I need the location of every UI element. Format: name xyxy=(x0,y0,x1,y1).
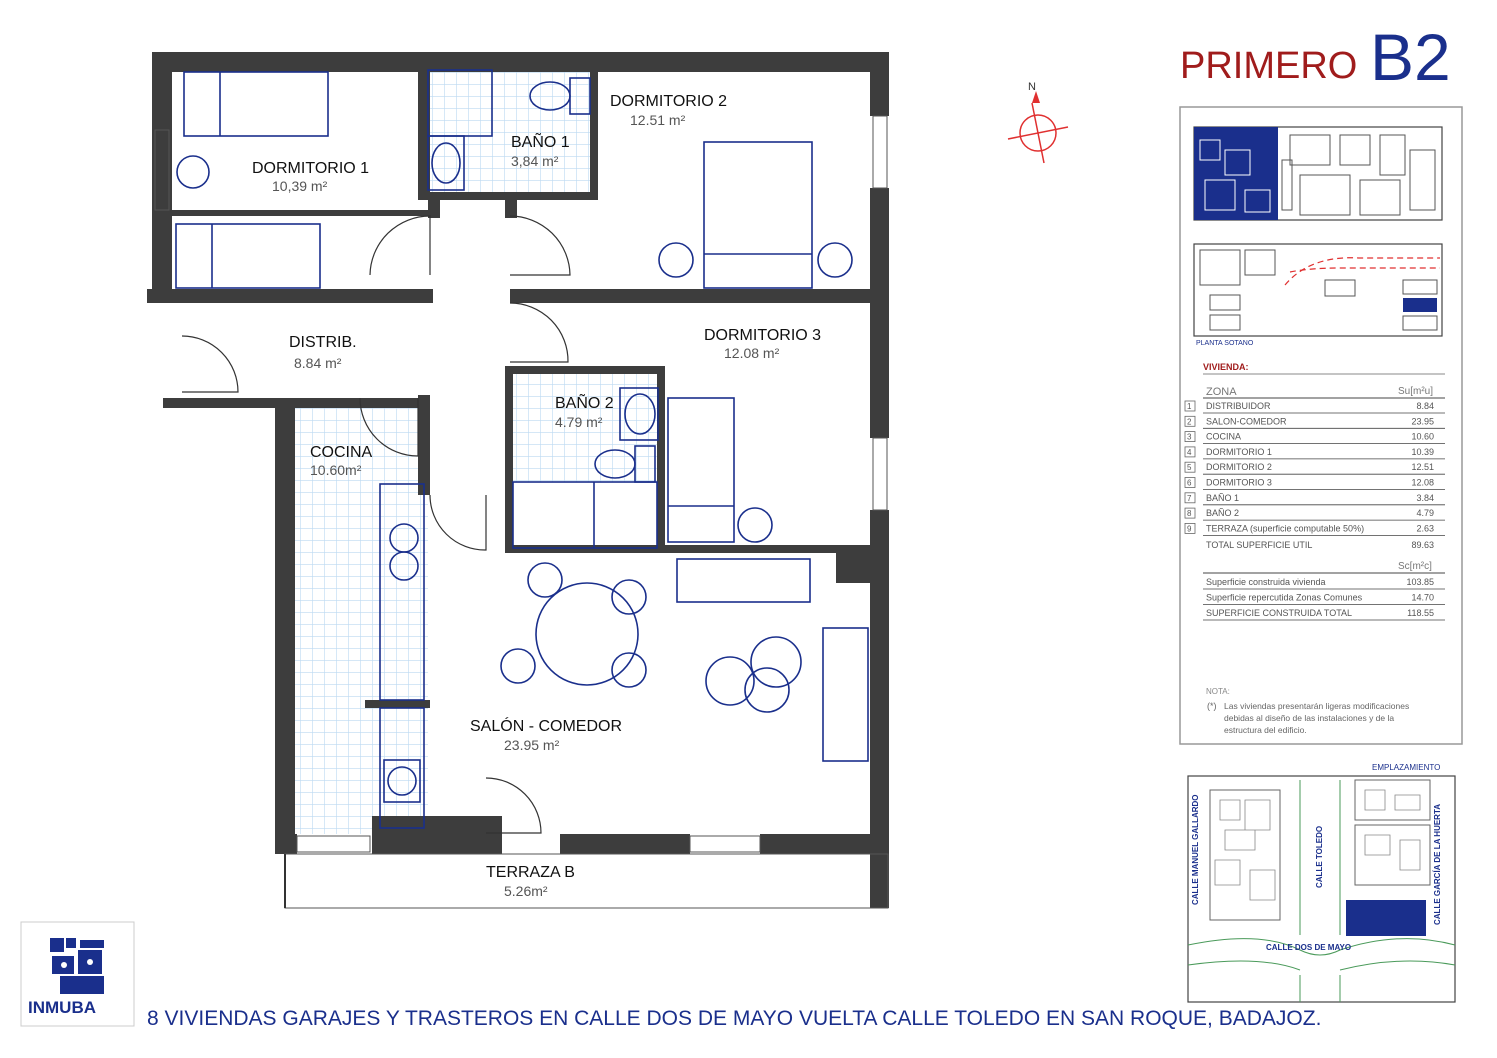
info-panel xyxy=(1180,107,1462,744)
row-value: 10.39 xyxy=(1411,446,1434,457)
key-plan-basement xyxy=(1194,244,1442,347)
street-huerta: CALLE GARCÍA DE LA HUERTA xyxy=(1433,803,1442,925)
nightstand-icon xyxy=(177,156,209,188)
sc-header: Sc[m²c] xyxy=(1398,561,1432,572)
note-line-2: debidas al diseño de las instalaciones y de la xyxy=(1224,713,1395,723)
row-value: 4.79 xyxy=(1416,508,1434,519)
north-label: N xyxy=(1028,81,1036,93)
terraza-outline xyxy=(285,854,888,908)
built-row xyxy=(1203,593,1445,605)
row-zone: TERRAZA (superficie computable 50%) xyxy=(1206,523,1365,534)
row-number: 5 xyxy=(1187,463,1192,473)
table-row xyxy=(1185,478,1445,490)
room-cocina-area: 10.60m² xyxy=(310,462,362,478)
floor-title: PRIMERO xyxy=(1180,45,1358,87)
surface-table xyxy=(1185,362,1445,735)
room-terraza-area: 5.26m² xyxy=(504,883,548,899)
room-salon-area: 23.95 m² xyxy=(504,737,560,753)
apartment-floor-plan xyxy=(147,52,889,908)
built-value: 118.55 xyxy=(1407,608,1434,618)
location-title: EMPLAZAMIENTO xyxy=(1372,763,1441,772)
row-number: 8 xyxy=(1187,509,1192,519)
site-highlight xyxy=(1346,900,1426,936)
room-dormitorio3-area: 12.08 m² xyxy=(724,345,780,361)
north-compass xyxy=(1008,81,1068,163)
nightstand-icon xyxy=(738,508,772,542)
built-row xyxy=(1203,608,1445,620)
row-zone: BAÑO 2 xyxy=(1206,508,1240,519)
built-row xyxy=(1203,577,1445,589)
table-row xyxy=(1185,523,1445,535)
row-zone: DORMITORIO 1 xyxy=(1206,446,1272,457)
sofa-icon xyxy=(823,628,868,761)
note-line-3: estructura del edificio. xyxy=(1224,725,1307,735)
row-number: 4 xyxy=(1187,447,1192,457)
room-terraza-name: TERRAZA B xyxy=(486,864,575,881)
logo-name: INMUBA xyxy=(28,998,96,1017)
room-distrib-name: DISTRIB. xyxy=(289,334,357,351)
row-zone: DISTRIBUIDOR xyxy=(1206,401,1271,411)
zone-header: ZONA xyxy=(1206,386,1237,398)
sideboard-icon xyxy=(677,559,810,602)
room-dormitorio3-name: DORMITORIO 3 xyxy=(704,327,822,344)
nightstand-icon xyxy=(659,243,693,277)
bed-icon xyxy=(176,224,320,288)
table-row xyxy=(1185,508,1445,520)
row-value: 12.08 xyxy=(1411,477,1434,488)
row-zone: DORMITORIO 2 xyxy=(1206,462,1272,473)
inmuba-logo xyxy=(21,922,134,1026)
note-mark: (*) xyxy=(1207,701,1217,711)
dormitorio2-furniture xyxy=(659,142,852,288)
room-dormitorio1-area: 10,39 m² xyxy=(272,178,328,194)
row-value: 12.51 xyxy=(1411,462,1434,473)
room-salon-name: SALÓN - COMEDOR xyxy=(470,718,623,735)
table-title: VIVIENDA: xyxy=(1203,362,1249,372)
street-dos-de-mayo: CALLE DOS DE MAYO xyxy=(1266,943,1352,952)
sheet-title xyxy=(1180,20,1451,94)
row-number: 6 xyxy=(1187,478,1192,488)
project-footer: 8 VIVIENDAS GARAJES Y TRASTEROS EN CALLE DOS DE MAYO VUELTA CALLE TOLEDO EN SAN ROQUE, BADAJOZ. xyxy=(147,1007,1322,1030)
room-distrib-area: 8.84 m² xyxy=(294,355,342,371)
basement-label: PLANTA SOTANO xyxy=(1196,340,1254,347)
table-row xyxy=(1185,401,1445,413)
table-row xyxy=(1185,462,1445,474)
bed-icon xyxy=(668,398,734,542)
nightstand-icon xyxy=(818,243,852,277)
room-cocina-name: COCINA xyxy=(310,444,373,461)
bed-icon xyxy=(704,142,812,288)
built-value: 14.70 xyxy=(1411,592,1434,603)
row-number: 7 xyxy=(1187,493,1192,503)
table-row xyxy=(1185,493,1445,505)
bano1-tiles xyxy=(428,70,598,192)
total-value: 89.63 xyxy=(1411,540,1434,550)
bed-icon xyxy=(184,72,328,136)
row-value: 2.63 xyxy=(1416,523,1434,534)
row-number: 2 xyxy=(1187,417,1192,427)
built-label: Superficie construida vivienda xyxy=(1206,577,1326,587)
note-title: NOTA: xyxy=(1206,687,1230,696)
street-toledo: CALLE TOLEDO xyxy=(1315,825,1324,888)
room-dormitorio1-name: DORMITORIO 1 xyxy=(252,160,370,177)
room-dormitorio2-area: 12.51 m² xyxy=(630,112,686,128)
dormitorio3-furniture xyxy=(668,398,772,542)
key-plan-floor xyxy=(1194,127,1442,220)
row-value: 3.84 xyxy=(1416,492,1434,503)
table-row xyxy=(1185,416,1445,428)
highlighted-unit xyxy=(1194,127,1278,220)
table-rows xyxy=(1185,401,1445,535)
row-value: 23.95 xyxy=(1411,416,1434,427)
built-label: SUPERFICIE CONSTRUIDA TOTAL xyxy=(1206,608,1353,618)
room-dormitorio2-name: DORMITORIO 2 xyxy=(610,93,728,110)
row-value: 8.84 xyxy=(1416,401,1434,411)
built-rows xyxy=(1203,577,1445,620)
total-label: TOTAL SUPERFICIE UTIL xyxy=(1206,540,1313,550)
row-zone: COCINA xyxy=(1206,431,1242,442)
note-line-1: Las viviendas presentarán ligeras modificaciones xyxy=(1224,701,1410,711)
row-zone: BAÑO 1 xyxy=(1206,492,1240,503)
row-number: 9 xyxy=(1187,524,1192,534)
unit-title: B2 xyxy=(1370,20,1451,94)
dining-table-icon xyxy=(536,583,638,685)
street-gallardo: CALLE MANUEL GALLARDO xyxy=(1191,794,1200,905)
room-bano2-name: BAÑO 2 xyxy=(555,395,614,412)
table-row xyxy=(1185,447,1445,459)
bathtub-icon xyxy=(513,482,657,548)
built-label: Superficie repercutida Zonas Comunes xyxy=(1206,592,1363,603)
room-bano2-area: 4.79 m² xyxy=(555,414,603,430)
row-value: 10.60 xyxy=(1411,431,1434,442)
su-header: Su[m²u] xyxy=(1398,386,1434,397)
row-zone: DORMITORIO 3 xyxy=(1206,477,1272,488)
row-zone: SALON-COMEDOR xyxy=(1206,416,1287,427)
table-row xyxy=(1185,432,1445,444)
built-value: 103.85 xyxy=(1406,577,1434,587)
row-number: 1 xyxy=(1187,402,1192,411)
row-number: 3 xyxy=(1187,432,1192,442)
room-bano1-name: BAÑO 1 xyxy=(511,134,570,151)
location-map xyxy=(1188,763,1455,1002)
room-bano1-area: 3,84 m² xyxy=(511,153,559,169)
